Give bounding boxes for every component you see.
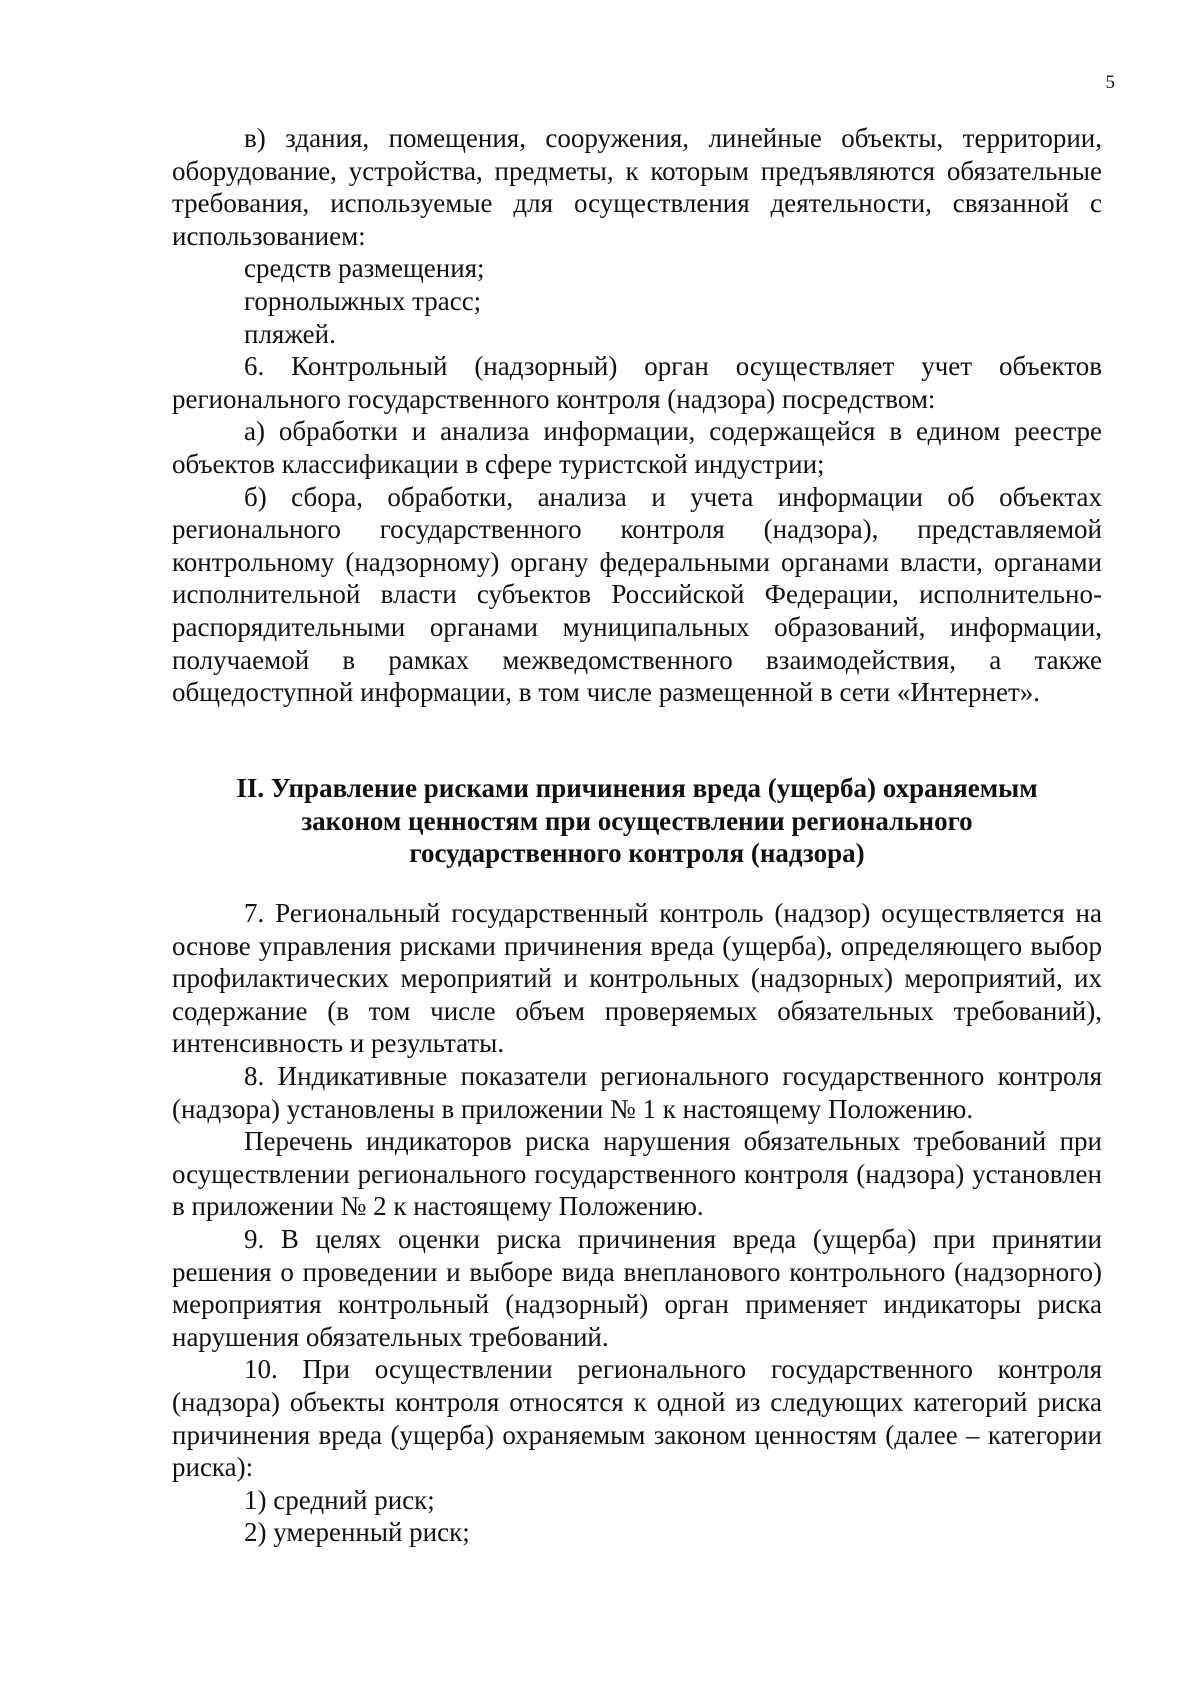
section-heading	[172, 772, 1102, 870]
paragraph-8-indicators: Перечень индикаторов риска нарушения обязательных требований при осуществлении регионального государственного контроля (надзора) установлен в приложении № 2 к настоящему Положению.	[172, 1126, 1102, 1222]
paragraph-7: 7. Региональный государственный контроль (надзор) осуществляется на основе управления рисками причинения вреда (ущерба), определяющего выбор профилактических мероприятий и контрольных (надзорных) мероприятий, их содержание (в том числе объем проверяемых обязательных требований), интенсивность и результаты.	[172, 898, 1102, 1059]
page-number: 5	[1105, 72, 1115, 93]
section-heading-line-1: II. Управление рисками причинения вреда (ущерба) охраняемым	[236, 773, 1038, 803]
list-item-ski-slopes: горнолыжных трасс;	[244, 285, 482, 316]
paragraph-6b: б) сбора, обработки, анализа и учета информации об объектах регионального государственного контроля (надзора), представляемой контрольному (надзорному) органу федеральными органами власти, органами исполнительной власти субъектов Российской Федерации, исполнительно-распорядительными органами муниципальных образований, информации, получаемой в рамках межведомственного взаимодействия, а также общедоступной информации, в том числе размещенной в сети «Интернет».	[172, 481, 1102, 708]
paragraph-8: 8. Индикативные показатели регионального государственного контроля (надзора) установлены в приложении № 1 к настоящему Положению.	[172, 1060, 1102, 1124]
paragraph-9: 9. В целях оценки риска причинения вреда (ущерба) при принятии решения о проведении и выборе вида внепланового контрольного (надзорного) мероприятия контрольный (надзорный) орган применяет индикаторы риска нарушения обязательных требований.	[172, 1223, 1102, 1352]
paragraph-6a: а) обработки и анализа информации, содержащейся в едином реестре объектов классификации в сфере туристской индустрии;	[172, 416, 1102, 479]
body-text-after-heading	[172, 897, 1102, 1549]
paragraph-10: 10. При осуществлении регионального государственного контроля (надзора) объекты контроля относятся к одной из следующих категорий риска причинения вреда (ущерба) охраняемым законом ценностям (далее – категории риска):	[172, 1354, 1102, 1483]
paragraph-6: 6. Контрольный (надзорный) орган осуществляет учет объектов регионального государственного контроля (надзора) посредством:	[172, 351, 1102, 414]
section-heading-line-2: законом ценностям при осуществлении регионального	[301, 805, 973, 836]
list-item-medium-risk: 1) средний риск;	[244, 1484, 435, 1515]
body-text-before-heading	[172, 122, 1102, 709]
list-item-accommodation: средств размещения;	[244, 253, 485, 284]
section-heading-line-3: государственного контроля (надзора)	[409, 838, 865, 869]
paragraph-objects-buildings: в) здания, помещения, сооружения, линейные объекты, территории, оборудование, устройства, предметы, к которым предъявляются обязательные требования, используемые для осуществления деятельности, связанной с использованием:	[172, 123, 1102, 251]
list-item-beaches: пляжей.	[244, 318, 336, 349]
list-item-moderate-risk: 2) умеренный риск;	[244, 1517, 470, 1548]
